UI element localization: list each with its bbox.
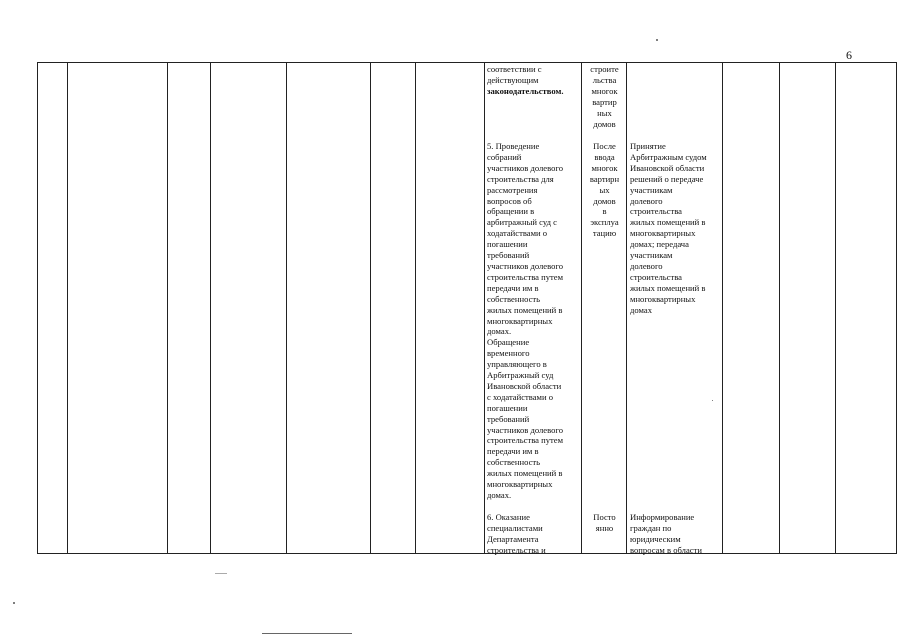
text-line: ных — [597, 107, 612, 118]
text-line: вартирн — [589, 173, 620, 184]
event-5-text — [487, 141, 563, 501]
text-line: участников долевого — [487, 260, 564, 271]
text-line: Ивановской области — [630, 162, 705, 173]
text-line: арбитражный суд с — [487, 217, 557, 228]
text-line: строительства — [630, 271, 682, 282]
event-6-text — [487, 512, 546, 556]
text-line: После — [593, 141, 616, 151]
text-line: вопросов об — [487, 195, 532, 206]
text-line: с ходатайствами о — [487, 391, 554, 402]
text-line: домов — [593, 118, 616, 129]
deadline-continuation-text — [582, 64, 627, 129]
text-line: многоквартирных — [630, 293, 696, 304]
text-line: Информирование — [630, 512, 695, 522]
text-line: Арбитражным судом — [630, 151, 707, 162]
text-line: специалистами — [487, 522, 543, 533]
text-line: передачи им в — [487, 282, 539, 293]
text-line: Арбитражный суд — [487, 370, 554, 381]
text-line: тацию — [592, 228, 617, 239]
text-line: домах. — [487, 326, 512, 337]
text-line: требований — [487, 250, 530, 261]
text-line: собственность — [487, 293, 541, 304]
result-5-text — [630, 141, 707, 316]
text-line: участникам — [630, 184, 673, 195]
text-line: Посто — [593, 512, 616, 522]
text-line: многоквартирных — [487, 315, 553, 326]
column-divider — [286, 63, 287, 553]
text-line: многоквартирных — [487, 479, 553, 490]
text-line: жилых помещений в — [487, 304, 563, 315]
column-divider — [484, 63, 485, 553]
text-line: собственность — [487, 457, 541, 468]
text-line: домах. — [487, 490, 512, 500]
text-line: рассмотрения — [487, 184, 538, 195]
text-line: строите — [590, 64, 619, 74]
text-line: домах — [630, 304, 652, 315]
column-divider — [167, 63, 168, 553]
text-line: 5. Проведение — [487, 141, 540, 151]
text-line: домов — [593, 195, 616, 206]
text-line: строительства и — [487, 544, 546, 555]
text-line: погашении — [487, 239, 528, 250]
text-line: жилых помещений в — [630, 217, 706, 228]
text-line: льства — [592, 74, 617, 85]
text-line: ходатайствами о — [487, 228, 548, 239]
text-line: законодательством. — [487, 85, 564, 96]
page-number: 6 — [846, 48, 852, 62]
text-line: обращении в — [487, 206, 535, 217]
text-line: янно — [595, 522, 614, 533]
scan-mark — [215, 573, 227, 574]
column-divider — [779, 63, 780, 553]
text-line: Обращение — [487, 337, 530, 348]
text-line: действующим — [487, 74, 539, 85]
text-line: граждан по — [630, 522, 672, 533]
text-line: участникам — [630, 250, 673, 261]
text-line: строительства путем — [487, 435, 564, 446]
text-line: передачи им в — [487, 446, 539, 457]
column-divider — [67, 63, 68, 553]
text-line: временного — [487, 348, 530, 359]
column-divider — [581, 63, 582, 553]
text-line: долевого — [630, 260, 663, 271]
text-line: вартир — [592, 96, 617, 107]
event-continuation-text — [487, 64, 563, 97]
text-line: требований — [487, 413, 530, 424]
text-line: в — [602, 206, 607, 217]
text-line: многоквартирных — [630, 228, 696, 239]
text-line: управляющего в — [487, 359, 547, 370]
text-line: ввода — [594, 151, 615, 162]
footnote-rule — [262, 633, 352, 634]
column-divider — [835, 63, 836, 553]
text-line: Принятие — [630, 141, 666, 151]
text-line: жилых помещений в — [630, 282, 706, 293]
text-line: эксплуа — [590, 217, 619, 228]
text-line: строительства — [630, 206, 682, 217]
result-6-text — [630, 512, 702, 556]
column-divider — [626, 63, 627, 553]
text-line: жилых помещений в — [487, 468, 563, 479]
column-divider — [210, 63, 211, 553]
text-line: вопросам в области — [630, 544, 702, 555]
column-divider — [722, 63, 723, 553]
deadline-5-text — [582, 141, 627, 239]
text-line: многок — [591, 85, 618, 96]
deadline-6-text — [582, 512, 627, 534]
text-line: Ивановской области — [487, 380, 562, 391]
text-line: долевого — [630, 195, 663, 206]
scan-speck — [712, 400, 713, 401]
text-line: Департамента — [487, 533, 539, 544]
text-line: собраний — [487, 151, 522, 162]
text-line: многок — [591, 162, 618, 173]
text-line: юридическим — [630, 533, 681, 544]
continuation-table — [37, 62, 897, 554]
text-line: погашении — [487, 402, 528, 413]
text-line: ых — [599, 184, 610, 195]
text-line: домах; передача — [630, 239, 689, 250]
text-line: соответствии с — [487, 64, 542, 74]
text-line: участников долевого — [487, 424, 564, 435]
scan-speck — [656, 39, 658, 41]
column-divider — [370, 63, 371, 553]
text-line: 6. Оказание — [487, 512, 530, 522]
text-line: решений о передаче — [630, 173, 704, 184]
text-line: строительства путем — [487, 271, 564, 282]
text-line: строительства для — [487, 173, 554, 184]
text-line: участников долевого — [487, 162, 564, 173]
column-divider — [415, 63, 416, 553]
scan-speck — [13, 602, 15, 604]
